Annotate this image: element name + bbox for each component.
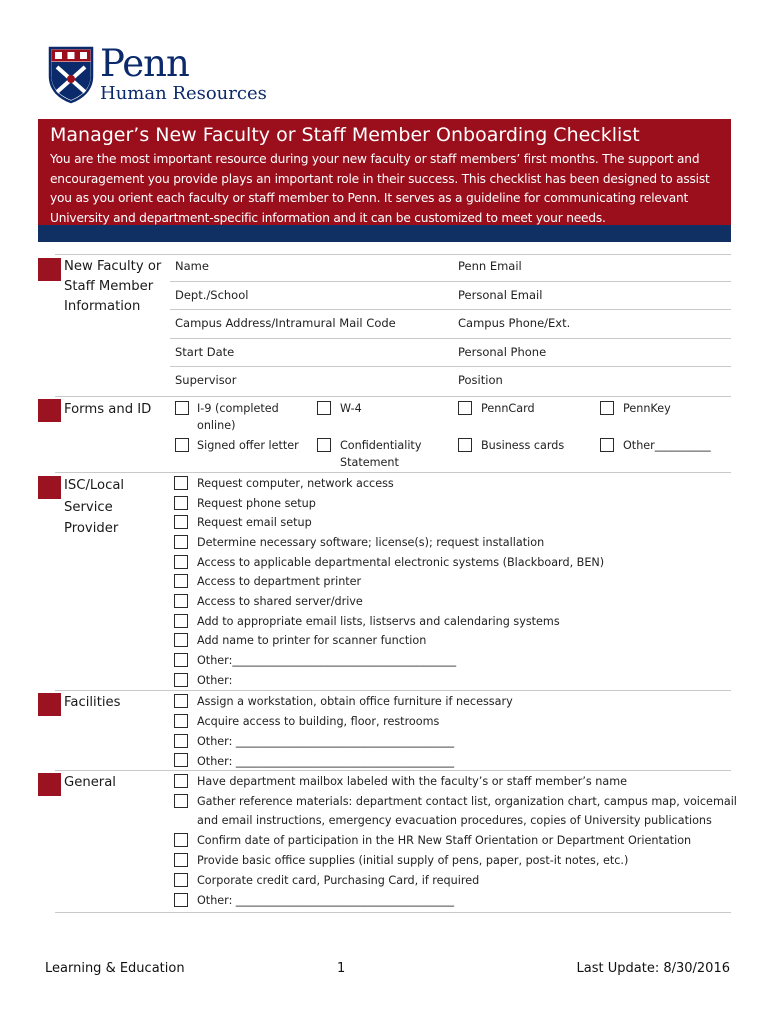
- field-label-personal-email: Personal Email: [458, 288, 543, 302]
- section-divider: [55, 690, 731, 691]
- list-item: Access to department printer: [197, 575, 362, 588]
- page-title: Manager’s New Faculty or Staff Member Onboarding Checklist: [50, 124, 640, 146]
- section-marker: [38, 258, 61, 281]
- list-item: Access to applicable departmental electronic systems (Blackboard, BEN): [197, 556, 605, 569]
- header-divider-bar: [38, 225, 731, 242]
- section-divider: [55, 770, 731, 771]
- field-label-supervisor: Supervisor: [175, 373, 237, 387]
- checkbox-w4[interactable]: [317, 401, 331, 415]
- checkbox-label: W-4: [340, 402, 362, 415]
- list-item: Corporate credit card, Purchasing Card, if required: [197, 874, 480, 887]
- checkbox-isc-item[interactable]: [174, 515, 188, 529]
- field-label-campus-address: Campus Address/Intramural Mail Code: [175, 316, 396, 330]
- section-divider: [55, 396, 731, 397]
- section-divider: [55, 912, 731, 913]
- checkbox-confidentiality[interactable]: [317, 438, 331, 452]
- penn-shield-icon: [48, 46, 94, 104]
- checkbox-isc-item[interactable]: [174, 535, 188, 549]
- field-line: [170, 338, 731, 339]
- list-item: Other: _______________________________________: [197, 735, 455, 748]
- field-label-dept: Dept./School: [175, 288, 249, 302]
- list-item: Confirm date of participation in the HR New Staff Orientation or Department Orientation: [197, 834, 692, 847]
- list-item: Request computer, network access: [197, 477, 394, 490]
- checkbox-pennkey[interactable]: [600, 401, 614, 415]
- section-label-forms: Forms and ID: [64, 402, 152, 417]
- section-divider: [55, 254, 731, 255]
- list-item: Add name to printer for scanner function: [197, 634, 427, 647]
- checkbox-i9[interactable]: [175, 401, 189, 415]
- footer-left: Learning & Education: [45, 961, 185, 976]
- section-marker: [38, 693, 61, 716]
- checkbox-isc-item[interactable]: [174, 653, 188, 667]
- list-item: Determine necessary software; license(s); request installation: [197, 536, 545, 549]
- section-label-info: New Faculty or Staff Member Information: [64, 259, 162, 314]
- field-label-penn-email: Penn Email: [458, 259, 522, 273]
- checkbox-general-item[interactable]: [174, 853, 188, 867]
- checkbox-general-item[interactable]: [174, 873, 188, 887]
- checkbox-isc-item[interactable]: [174, 555, 188, 569]
- list-item: Other:: [197, 674, 233, 687]
- list-item: Acquire access to building, floor, restrooms: [197, 715, 440, 728]
- checkbox-label: PennCard: [481, 402, 535, 415]
- logo-subtitle: Human Resources: [100, 83, 267, 104]
- field-label-start-date: Start Date: [175, 345, 235, 359]
- section-divider: [55, 472, 731, 473]
- header-banner: [38, 119, 731, 225]
- field-label-position: Position: [458, 373, 503, 387]
- checkbox-facilities-item[interactable]: [174, 694, 188, 708]
- checkbox-isc-item[interactable]: [174, 574, 188, 588]
- list-item-continued: and email instructions, emergency evacuation procedures, copies of University publications: [197, 814, 712, 827]
- checkbox-facilities-item[interactable]: [174, 753, 188, 767]
- checkbox-label: PennKey: [623, 402, 671, 415]
- checkbox-isc-item[interactable]: [174, 633, 188, 647]
- checkbox-facilities-item[interactable]: [174, 734, 188, 748]
- checkbox-business-cards[interactable]: [458, 438, 472, 452]
- field-line: [170, 309, 731, 310]
- field-line: [170, 281, 731, 282]
- checkbox-general-item[interactable]: [174, 893, 188, 907]
- list-item: Other:________________________________________: [197, 654, 457, 667]
- field-label-personal-phone: Personal Phone: [458, 345, 547, 359]
- page-number: 1: [337, 961, 346, 976]
- checkbox-label: Signed offer letter: [197, 439, 299, 452]
- section-marker: [38, 476, 61, 499]
- field-label-name: Name: [175, 259, 209, 273]
- checkbox-general-item[interactable]: [174, 794, 188, 808]
- footer-last-update: Last Update: 8/30/2016: [576, 961, 730, 976]
- field-line: [170, 366, 731, 367]
- checkbox-label: I-9 (completed online): [197, 402, 279, 432]
- checkbox-isc-item[interactable]: [174, 614, 188, 628]
- list-item: Have department mailbox labeled with the faculty’s or staff member’s name: [197, 775, 627, 788]
- section-marker: [38, 773, 61, 796]
- intro-text: You are the most important resource during your new faculty or staff members’ first months. The support and encouragement you provide plays an important role in their success. This checklist has been designed to assist you as you orient each faculty or staff member to Penn. It serves as a guideline for communicating relevant University and department-specific information and it can be customized to meet your needs.: [50, 152, 710, 225]
- list-item: Other: _______________________________________: [197, 894, 455, 907]
- checkbox-isc-item[interactable]: [174, 594, 188, 608]
- list-item: Assign a workstation, obtain office furniture if necessary: [197, 695, 513, 708]
- section-marker: [38, 399, 61, 422]
- list-item: Provide basic office supplies (initial supply of pens, paper, post-it notes, etc.): [197, 854, 629, 867]
- checkbox-isc-item[interactable]: [174, 476, 188, 490]
- field-label-campus-phone: Campus Phone/Ext.: [458, 316, 571, 330]
- list-item: Gather reference materials: department contact list, organization chart, campus map, voicemail: [197, 795, 737, 808]
- section-label-general: General: [64, 775, 116, 790]
- section-label-isc: ISC/Local Service Provider: [64, 478, 125, 536]
- checkbox-general-item[interactable]: [174, 774, 188, 788]
- checkbox-other[interactable]: [600, 438, 614, 452]
- penn-hr-logo: [48, 44, 288, 108]
- list-item: Other: _______________________________________: [197, 755, 455, 768]
- checkbox-general-item[interactable]: [174, 833, 188, 847]
- checkbox-isc-item[interactable]: [174, 673, 188, 687]
- list-item: Access to shared server/drive: [197, 595, 363, 608]
- logo-brand: Penn: [100, 42, 189, 85]
- list-item: Request phone setup: [197, 497, 316, 510]
- checkbox-penncard[interactable]: [458, 401, 472, 415]
- list-item: Request email setup: [197, 516, 312, 529]
- checkbox-facilities-item[interactable]: [174, 714, 188, 728]
- checkbox-offer-letter[interactable]: [175, 438, 189, 452]
- section-label-facilities: Facilities: [64, 695, 121, 710]
- checkbox-label: Other__________: [623, 439, 711, 452]
- checkbox-label: Business cards: [481, 439, 565, 452]
- list-item: Add to appropriate email lists, listservs and calendaring systems: [197, 615, 560, 628]
- checkbox-isc-item[interactable]: [174, 496, 188, 510]
- checkbox-label: Confidentiality Statement: [340, 439, 422, 469]
